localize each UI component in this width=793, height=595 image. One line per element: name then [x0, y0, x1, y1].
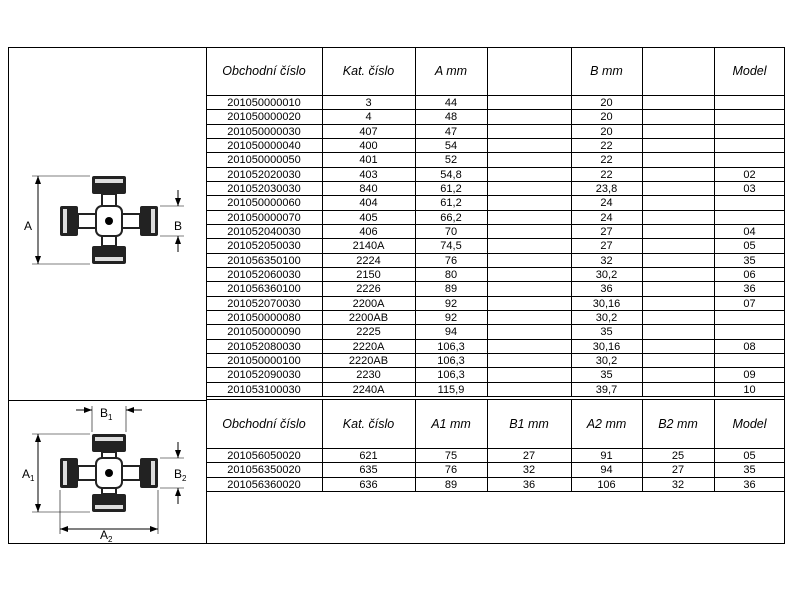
cell-catalog-number: 2220A [352, 340, 385, 353]
cell-commercial-number: 201050000060 [227, 197, 301, 210]
header-dim-1: A1 mm [431, 416, 471, 431]
cell-dim-2 [487, 182, 571, 196]
cell-catalog-number: 404 [359, 197, 378, 210]
cell-model: 05 [743, 450, 756, 462]
cell-dim-1: 89 [444, 478, 458, 491]
cell-dim-4 [642, 254, 714, 268]
cell-dim-2 [487, 297, 571, 311]
row-rule [206, 462, 785, 463]
cell-catalog-number: 2224 [356, 254, 381, 267]
cell-commercial-number: 201053100030 [227, 383, 301, 396]
cell-dim-4 [642, 340, 714, 354]
cell-dim-4 [642, 110, 714, 124]
cell-commercial-number: 201052030030 [227, 182, 301, 195]
row-rule [206, 224, 785, 225]
header-dim-2: B1 mm [509, 416, 549, 431]
cell-dim-3: 20 [600, 97, 613, 109]
cell-dim-4 [642, 282, 714, 296]
cell-dim-1: 92 [444, 297, 458, 310]
cell-model: 35 [743, 464, 756, 477]
cell-model: 04 [743, 225, 756, 238]
column-rule [571, 400, 572, 492]
cell-dim-3: 20 [600, 125, 613, 138]
cell-catalog-number: 2225 [356, 326, 381, 339]
column-rule [714, 47, 715, 397]
cell-model [714, 125, 785, 139]
cell-dim-2 [487, 368, 571, 382]
row-rule [206, 138, 785, 139]
cell-dim-1: 61,2 [440, 182, 462, 195]
cell-model: 03 [743, 182, 756, 195]
cell-catalog-number: 621 [359, 450, 378, 462]
cell-dim-4 [642, 196, 714, 210]
cell-dim-2 [487, 325, 571, 339]
cell-dim-3: 91 [600, 450, 613, 462]
cell-commercial-number: 201050000030 [227, 125, 301, 138]
cell-dim-4 [642, 368, 714, 382]
cell-catalog-number: 840 [359, 182, 378, 195]
cell-commercial-number: 201056050020 [227, 450, 301, 462]
cell-dim-2 [487, 153, 571, 167]
header-model: Model [732, 63, 767, 78]
cell-catalog-number: 636 [359, 478, 378, 491]
cell-dim-3: 30,2 [595, 268, 618, 281]
cell-commercial-number: 201056350100 [227, 254, 301, 267]
row-rule [206, 310, 785, 311]
cell-dim-4 [642, 182, 714, 196]
column-rule [322, 47, 323, 397]
cell-dim-3: 30,2 [595, 311, 618, 324]
table-separator [206, 399, 785, 400]
row-rule [206, 296, 785, 297]
cell-dim-1: 66,2 [440, 211, 462, 224]
row-rule [206, 396, 785, 397]
cell-dim-4 [642, 225, 714, 239]
cell-dim-2 [487, 383, 571, 397]
cell-dim-2 [487, 239, 571, 253]
row-rule [206, 367, 785, 368]
column-rule [487, 47, 488, 397]
cell-dim-4 [642, 354, 714, 368]
row-rule [206, 109, 785, 110]
cell-dim-1: 89 [444, 283, 458, 296]
cell-model [714, 110, 785, 124]
cell-commercial-number: 201050000040 [227, 139, 301, 152]
cell-dim-3: 32 [600, 254, 613, 267]
column-rule [415, 400, 416, 492]
cell-commercial-number: 201052090030 [227, 369, 301, 382]
cell-dim-1: 48 [444, 111, 458, 124]
row-rule [206, 491, 785, 492]
cell-catalog-number: 406 [359, 225, 378, 238]
cell-catalog-number: 400 [359, 139, 378, 152]
cell-catalog-number: 2226 [356, 283, 381, 296]
cell-dim-3: 22 [600, 168, 613, 181]
dimension-label-a: A [24, 219, 33, 233]
cell-dim-1: 47 [444, 125, 458, 138]
row-rule [206, 281, 785, 282]
cell-commercial-number: 201052050030 [227, 240, 301, 253]
cell-dim-3: 24 [600, 211, 613, 224]
cell-model: 08 [743, 340, 756, 353]
cell-dim-2 [487, 110, 571, 124]
row-rule [206, 181, 785, 182]
cell-dim-1: 115,9 [437, 383, 465, 396]
cell-dim-4 [642, 325, 714, 339]
cell-model: 10 [743, 383, 756, 396]
cell-dim-1: 70 [444, 225, 458, 238]
cell-dim-2 [487, 211, 571, 225]
header-commercial-number: Obchodní číslo [222, 63, 306, 78]
cell-dim-3: 27 [600, 225, 613, 238]
cell-dim-3: 106 [597, 478, 616, 491]
cell-dim-1: 44 [444, 97, 458, 109]
header-catalog-number: Kat. číslo [342, 63, 395, 78]
cell-catalog-number: 2150 [356, 268, 381, 281]
cell-dim-3: 22 [600, 154, 613, 167]
row-rule [206, 152, 785, 153]
cell-commercial-number: 201050000090 [227, 326, 301, 339]
row-rule [206, 339, 785, 340]
cell-model [714, 354, 785, 368]
cell-dim-2 [487, 311, 571, 325]
header-dim-3: B mm [590, 63, 623, 78]
cell-commercial-number: 201050000080 [227, 311, 301, 324]
column-rule [642, 47, 643, 397]
cell-catalog-number: 403 [359, 168, 378, 181]
column-rule [415, 47, 416, 397]
cell-catalog-number: 405 [359, 211, 378, 224]
cell-commercial-number: 201052040030 [227, 225, 301, 238]
cell-dim-3: 24 [600, 197, 613, 210]
cell-dim-2 [487, 268, 571, 282]
section-divider [8, 400, 206, 401]
cell-dim-1: 75 [444, 450, 458, 462]
cell-catalog-number: 2140A [352, 240, 385, 253]
cell-dim-1: 74,5 [440, 240, 462, 253]
cell-dim-2 [487, 125, 571, 139]
joint-cross-drawing [60, 176, 158, 264]
header-catalog-number: Kat. číslo [342, 416, 395, 431]
row-rule [206, 448, 785, 449]
cell-commercial-number: 201050000070 [227, 211, 301, 224]
cell-dim-4 [642, 211, 714, 225]
cell-dim-1: 76 [444, 254, 458, 267]
header-dim-3: A2 mm [586, 416, 627, 431]
cell-dim-1: 106,3 [437, 340, 465, 353]
cell-commercial-number: 201052070030 [227, 297, 301, 310]
cell-dim-2 [487, 254, 571, 268]
row-rule [206, 210, 785, 211]
cell-dim-4 [642, 139, 714, 153]
cell-commercial-number: 201050000020 [227, 111, 301, 124]
header-dim-4: B2 mm [658, 416, 698, 431]
cell-dim-2 [487, 96, 571, 110]
dimension-label-b: B [174, 219, 183, 233]
cell-model [714, 196, 785, 210]
cell-dim-3: 30,16 [592, 340, 621, 353]
header-dim-1: A mm [434, 63, 468, 78]
row-rule [206, 195, 785, 196]
cell-dim-1: 106,3 [437, 354, 465, 367]
column-rule [714, 400, 715, 492]
cell-dim-4 [642, 383, 714, 397]
column-rule [487, 400, 488, 492]
cell-catalog-number: 3 [365, 97, 372, 109]
row-rule [206, 253, 785, 254]
cell-dim-1: 52 [444, 154, 458, 167]
cell-dim-3: 30,2 [595, 354, 618, 367]
cell-model [714, 139, 785, 153]
cell-dim-1: 54,8 [440, 168, 462, 181]
cell-model: 36 [743, 478, 756, 491]
dimension-label-b1: $B_1$ [100, 406, 113, 422]
row-rule [206, 477, 785, 478]
cell-dim-4 [642, 297, 714, 311]
cell-commercial-number: 201056360020 [227, 478, 301, 491]
cell-dim-2 [487, 282, 571, 296]
cell-dim-4 [642, 239, 714, 253]
cell-dim-3: 36 [600, 283, 613, 296]
dimension-label-a1: $A_1$ [22, 467, 35, 483]
cell-dim-4: 32 [671, 478, 685, 491]
cell-dim-1: 54 [444, 139, 458, 152]
column-rule [642, 400, 643, 492]
dimension-label-a2: $A_2$ [100, 528, 113, 542]
joint-cross-drawing-2 [60, 434, 158, 512]
dimension-label-b2: $B_2$ [174, 467, 187, 483]
cell-model [714, 153, 785, 167]
universal-joint-diagram [20, 160, 200, 280]
cell-model: 02 [743, 168, 756, 181]
cell-dim-4 [642, 153, 714, 167]
cell-catalog-number: 2240A [352, 383, 385, 396]
cell-dim-2: 27 [522, 450, 536, 462]
cell-commercial-number: 201052080030 [227, 340, 301, 353]
cell-dim-2 [487, 139, 571, 153]
cell-commercial-number: 201056350020 [227, 464, 301, 477]
cell-dim-4 [642, 311, 714, 325]
row-rule [206, 353, 785, 354]
cell-dim-3: 23,8 [595, 182, 618, 195]
cell-model [714, 311, 785, 325]
row-rule [206, 167, 785, 168]
cell-catalog-number: 2200A [352, 297, 385, 310]
cell-dim-3: 35 [600, 326, 613, 339]
cell-dim-2: 32 [522, 464, 536, 477]
cell-dim-3: 27 [600, 240, 613, 253]
cell-dim-3: 22 [600, 139, 613, 152]
cell-catalog-number: 2230 [356, 369, 381, 382]
cell-dim-4 [642, 268, 714, 282]
cell-dim-4 [642, 96, 714, 110]
cell-catalog-number: 407 [359, 125, 378, 138]
cell-dim-3: 30,16 [592, 297, 621, 310]
row-rule [206, 95, 785, 96]
cell-catalog-number: 635 [359, 464, 378, 477]
cell-dim-2 [487, 354, 571, 368]
cell-dim-4: 25 [671, 450, 685, 462]
row-rule [206, 324, 785, 325]
cell-model [714, 96, 785, 110]
cell-model [714, 211, 785, 225]
cell-dim-1: 106,3 [437, 369, 465, 382]
cell-dim-4 [642, 168, 714, 182]
row-rule [206, 238, 785, 239]
cell-model: 36 [743, 283, 756, 296]
cell-commercial-number: 201050000100 [227, 354, 301, 367]
cell-model: 06 [743, 268, 756, 281]
row-rule [206, 124, 785, 125]
cell-model: 09 [743, 369, 756, 382]
cell-catalog-number: 2200AB [348, 311, 389, 324]
row-rule [206, 267, 785, 268]
cell-commercial-number: 201056360100 [227, 283, 301, 296]
cell-dim-2 [487, 196, 571, 210]
cell-dim-3: 39,7 [595, 383, 618, 396]
cell-dim-1: 80 [444, 268, 458, 281]
cell-dim-1: 92 [444, 311, 458, 324]
cell-catalog-number: 2220AB [348, 354, 389, 367]
cell-catalog-number: 401 [359, 154, 378, 167]
row-rule [206, 382, 785, 383]
cell-dim-3: 35 [600, 369, 613, 382]
cell-dim-2 [487, 340, 571, 354]
cell-commercial-number: 201052020030 [227, 168, 301, 181]
cell-dim-2 [487, 168, 571, 182]
cell-dim-4 [642, 125, 714, 139]
cell-dim-2: 36 [522, 478, 536, 491]
cell-model [714, 325, 785, 339]
cell-commercial-number: 201050000050 [227, 154, 301, 167]
cell-dim-1: 61,2 [440, 197, 462, 210]
cell-dim-4: 27 [671, 464, 685, 477]
column-rule [322, 400, 323, 492]
cell-model: 05 [743, 240, 756, 253]
cell-dim-1: 94 [444, 326, 458, 339]
cell-dim-3: 20 [600, 111, 613, 124]
cell-commercial-number: 201050000010 [227, 97, 301, 109]
cell-commercial-number: 201052060030 [227, 268, 301, 281]
cell-model: 07 [743, 297, 756, 310]
universal-joint-diagram-2 [20, 402, 200, 542]
header-commercial-number: Obchodní číslo [222, 416, 306, 431]
cell-dim-3: 94 [600, 464, 613, 477]
column-rule [571, 47, 572, 397]
cell-dim-1: 76 [444, 464, 458, 477]
cell-catalog-number: 4 [365, 111, 372, 124]
header-model: Model [732, 416, 767, 431]
cell-model: 35 [743, 254, 756, 267]
cell-dim-2 [487, 225, 571, 239]
